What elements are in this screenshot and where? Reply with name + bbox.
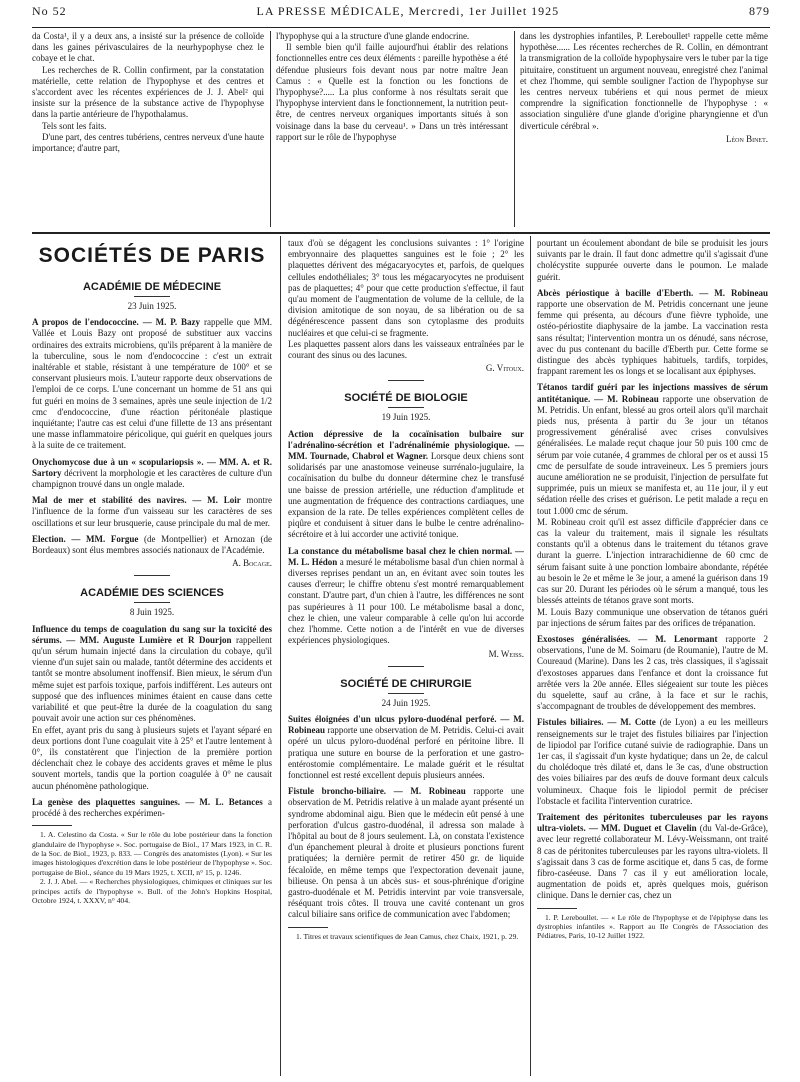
communication-text: rapporte 2 observations, l'une de M. Soimaru (de Roumanie), l'autre de M. Coureaud (Marine). Dans les 2 cas, très classiques, il s'agissait d'exostoses apparues dans l'enfance et dont la croissance fut arrêtée vers la 20e année. Elles siégeaient sur toute les pièces du squelette, sauf au crâne, à la face et sur le rachis, s'accompagnant de troubles de développement des membres. [537,633,768,712]
paragraph: dans les dystrophies infantiles, P. Lereboullet¹ rappelle cette même hypothèse...... Les récentes recherches de R. Collin, en démontrant la transmigration de la colloïde hypophysaire vers le tuber par la tige pituitaire, constituent un argument nouveau, enregistré chez l'animal et chez l'homme, qui semble souligner l'action de l'hypophyse sur les centres nerveux tubériens et qui nous permet de mieux comprendre la signification fonctionnelle de l'hypophyse : « association singulière d'une glande d'origine pharyngienne et d'un diverticule cérébral ». [520,31,768,131]
session-date: 23 Juin 1925. [127,301,177,311]
communication [288,786,524,920]
footnotes [537,913,768,941]
paragraph: Les recherches de R. Collin confirment, par la constatation matérielle, cette relation de l'hypophyse et des centres et s'accordent avec les récentes expériences de J. J. Abel² qui insiste sur la présence de la substance active de l'hypophyse dans la partie antérieure de l'hypothalamus. [32,64,264,120]
communication-text: décrivent la morphologie et les caractères de culture d'un champignon trouvé dans un ongle malade. [32,467,272,490]
communication-title: Fistule broncho-biliaire. — M. Robineau [288,786,466,797]
communication-title: Action dépressive de la cocaïnisation bulbaire sur l'adrénalino-sécrétion et l'adrénalinémie physiologique. — MM. Tournade, Chabrol et Wagner. [288,428,524,462]
paragraph: Il semble bien qu'il faille aujourd'hui établir des relations fonctionnelles entre ces deux éléments : pareille hypothèse a été défendue plusieurs fois devant nous par notre maître Jean Camus : « Quelle est la fonction ou les fonctions de l'hypophyse?..... La plus conforme à nos résultats serait que l'hypophyse intervient dans le fonctionnement, la nutrition peut-être, de centres nerveux organiques importants situés à son voisinage dans la base du cerveau¹. » Dans un très intéressant rapport sur le rôle de l'hypophyse [276,42,508,142]
communication-text: (de Montpellier) et Arnozan (de Bordeaux) sont élus membres associés nationaux de l'Académie. [32,533,272,556]
top-column-1 [32,31,264,229]
communication-title: Influence du temps de coagulation du sang sur la toxicité des sérums. — MM. Auguste Lumière et R Dourjon [32,623,272,645]
footnote: 2. J. J. Abel. — « Recherches physiologiques, chimiques et cliniques sur les principes actifs de l'hypophyse ». Bull. of the John's Hopkins Hospital, Octobre 1924, t. XXXV, n° 404. [32,877,272,905]
footnotes [288,932,524,941]
communication [32,317,272,451]
header-rule [32,27,770,28]
title-rule [134,602,170,603]
communication [32,624,272,792]
main-column-right [537,238,768,1074]
section-rule [32,232,770,234]
communication-title: A propos de l'endococcine. — M. P. Bazy [32,317,201,328]
communication-text: rapporte une observation de M. Petridis. Un enfant, blessé au gros orteil alors qu'il marchait pieds nus, présenta à partir du 3e jour un tétanos progressivement généralisé avec crises convulsives généralisées. Le malade reçut chaque jour 50 puis 100 cmc de sérum par voie cutanée, 4 grammes de chloral per os et aussi 15 cmc de persulfate de soude intraveineux. Les 5 premiers jours aucune amélioration ne se produisit, l'injection de persulfate fut supprimée, puis un mieux se manifesta et, au 11e jour, il y eut sédation réelle des crises et guérison. Le petit malade a reçu en tout 1.000 cmc de sérum. M. Robineau croit qu'il est assez difficile d'apprécier dans ce cas la valeur du traitement, mais il signale les résultats constants qu'il a obtenus dans le traitement du tétanos grave durant la guerre. L'injection intrarachidienne de 60 cmc de sérum faisant suite à une ponction lombaire abondante, répétée au besoin le 2e et même le 3e jour, a amené la guérison dans 19 cas sur 20. Durant les périodes où le sérum a manqué, tous les blessés atteints de tétanos grave sont morts. M. Louis Bazy communique une observation de tétanos guéri par injections de sérum faites par des orifices de trépanation. [537,393,768,628]
session-date: 19 Juin 1925. [381,412,431,423]
author-signature: Léon Binet. [726,133,768,144]
main-column-middle [288,238,524,1074]
end-rule [388,666,424,667]
column-divider [514,31,515,227]
communication-title: Election. — MM. Forgue [32,533,139,544]
session-date: 8 Juin 1925. [129,607,175,618]
communication [32,457,272,491]
communication [288,546,524,647]
end-rule [134,575,170,576]
reporter-signature: M. Weiss. [488,648,524,659]
paragraph: Tels sont les faits. [42,120,107,131]
top-column-2 [276,31,508,229]
communication [288,714,524,781]
footnote-rule [32,825,72,826]
communication-text: a procédé à des recherches expérimen- [32,796,272,818]
society-title: ACADÉMIE DE MÉDECINE [82,281,222,293]
communication-title: Tétanos tardif guéri par les injections massives de sérum antitétanique. — M. Robineau [537,382,768,404]
reporter-signature: G. Vitoux. [485,363,524,374]
communication [32,534,272,556]
issue-number: No 52 [32,4,67,18]
communication-title: Onychomycose due à un « scopulariopsis ». — MM. A. et R. Sartory [32,456,272,478]
communication-title: Traitement des péritonites tuberculeuses par les rayons ultra-violets. — MM. Duguet et Clavelin [537,811,768,834]
column-divider [530,236,531,1076]
communication-title: Exostoses généralisées. — M. Lenormant [537,633,718,644]
communication-text: Lorsque deux chiens sont solidarisés par une anastomose veineuse surrénalo-jugulaire, la cocaïnisation du bulbe du donneur détermine chez le transfusé une baisse de pression artérielle, une réduction d'amplitude et une augmentation de fréquence des contractions cardiaques, une expansion de la rate. De telles expériences complètent celles de piqûre et conduisent à situer dans le bulbe le centre adrénalino-sécrétoire et à lui accorder une activité tonique. [288,451,524,540]
communication [537,288,768,378]
footnote: 1. P. Lereboullet. — « Le rôle de l'hypophyse et de l'épiphyse dans les dystrophies infantiles ». Rapport au IIe Congrès de l'Association des Pédiatres, Paris, 10-12 Juillet 1922. [537,912,768,941]
footnotes [32,830,272,905]
communication [537,812,768,902]
communication [537,717,768,807]
footnote-rule [537,908,577,909]
communication-text: (de Lyon) a eu les meilleurs renseignements sur le trajet des fistules biliaires par l'injection de lipiodol par l'orifice cutané suivie de radiographie. Dans un 1er cas, il s'agissait d'un kyste hydatique; dans un 2e, de calcul du cholédoque très dilaté et, dans le 3e cas, d'une obstruction des voies biliaires par des œufs de douve formant deux calculs volumineux. Chaque fois le lipiodol permit de préciser l'obstacle et facilita l'intervention curatrice. [537,717,768,806]
section-title: SOCIÉTÉS DE PARIS [38,244,266,267]
society-title: SOCIÉTÉ DE BIOLOGIE [344,392,468,405]
session-date: 24 Juin 1925. [381,697,431,708]
column-divider [280,236,281,1076]
reporter-signature: A. Bocage. [232,558,272,569]
communication [537,382,768,628]
communication-text: rapporte une observation de M. Petridis concernant une jeune femme qui présenta, au décours d'une fièvre typhoïde, une ostéo-périostite diaphysaire de la jambe. La vaccination resta sans résultat; l'intervention montra un os dénudé, sans nécrose, avec du pus contenant du bacille d'Eberth pur. Cette forme se distingue des abcès typhiques habituels, tardifs, torpides, frappant rarement les os longs et se localisant aux épiphyses. [537,299,768,377]
title-rule [388,693,424,694]
communication-text: rapporte une observation de M. Petridis relative à un malade ayant présenté un syndrome abdominal aigu. Bien que le médecin eût pensé à une perforation d'ulcus gastro-duodénal, il adressa son malade à l'hôpital au bout de 8 jours seulement. Là, on constata l'existence d'un épanchement pleural à droite et plusieurs ponctions furent pratiquées; la dernière permit de retirer 450 gr. de liquide fécaloïde, en même temps que l'expectoration devenait jaune, bilieuse. On pensa à un abcès sus- et sous-phrénique d'origine gastro-duodénale et M. Petridis intervint par voie transversale, réséquant trois côtes. Il trouva une cavité contenant un gros calcul biliaire sans orifice de communication avec l'abdomen; [288,786,524,920]
top-column-3 [520,31,768,229]
communication-title: La constance du métabolisme basal chez le chien normal. — M. L. Hédon [288,545,524,567]
footnote-rule [288,927,328,928]
communication-title: Abcès périostique à bacille d'Eberth. — M. Robineau [537,287,768,298]
journal-title: LA PRESSE MÉDICALE, Mercredi, 1er Juillet 1925 [256,4,560,18]
end-rule [388,380,424,381]
paragraph: da Costa¹, il y a deux ans, a insisté sur la présence de colloïde dans les gaines périvasculaires de la neurhypophyse chez le cobaye et le chat. [32,31,264,64]
column-divider [270,31,271,227]
communication-text: rappellent qu'un sérum humain injecté dans la circulation du cobaye, qu'il vienne d'un sujet sain ou malade, tantôt détermine des accidents et tantôt se montre absolument inoffensif. Bien mieux, le sérum d'un même sujet est parfois toxique, parfois indifférent. Les auteurs ont supposé que des influences minimes étaient en cause dans cette variabilité et que peut-être la durée de la coagulation du sang pouvait avoir une action sur ces phénomènes. En effet, ayant pris du sang à plusieurs sujets et l'ayant séparé en deux portions dont l'une coagulait vite à 25° et l'autre lentement à 0°, ils constatèrent que l'injection de la première portion déclenchait chez le cobaye des accidents graves et même le plus souvent mortels, tandis que la portion coagulée à 0° ne causait aucun phénomène pathologique. [32,634,272,791]
footnote: 1. Titres et travaux scientifiques de Jean Camus, chez Chaix, 1921, p. 29. [296,931,519,941]
society-title: ACADÉMIE DES SCIENCES [80,587,224,600]
paragraph: l'hypophyse qui a la structure d'une glande endocrine. [276,31,470,41]
communication [32,797,272,819]
paragraph: taux d'où se dégagent les conclusions suivantes : 1° l'origine embryonnaire des plaquettes sanguines est le foie ; 2° les plaquettes dérivent des mégacaryocytes et, parfois, de quelques cellules endothéliales; 3° tous les mégacaryocytes ne produisent pas de plaquettes; 4° pour que cette production s'effectue, il faut qu'au moment de l'augmentation de volume de la cellule, de la division amitotique de son noyau, de sa libération ou de sa dégénérescence passent dans son cytoplasme des produits nucléaires et que celui-ci se fragmente. Les plaquettes passent alors dans les vaisseaux entraînées par le courant des sinus ou des lacunes. [288,238,524,361]
communication-text: a mesuré le métabolisme basal d'un chien normal à diverses reprises pendant un an, en évitant avec soin toutes les causes d'erreur; le chiffre obtenu s'est montré remarquablement constant. D'autre part, d'un chien à l'autre, les différences ne sont pas supérieures à 11 pour 100. Le métabolisme basal a donc, chez le chien, une valeur comparable à celle qu'on lui accorde chez l'homme. Cette notion a de l'intérêt en vue de diverses expériences physiologiques. [288,556,524,646]
communication-title: La genèse des plaquettes sanguines. — M. L. Betances [32,796,263,807]
title-rule [134,296,170,297]
title-rule [388,407,424,408]
page-number: 879 [749,4,770,18]
communication-text: rappelle que MM. Vallée et Louis Bazy ont proposé de substituer aux vaccins ordinaires des extraits microbiens, qu'ils préparent à la manière de la tuberculine, sous le nom d'endococcine : c'est un extrait inaltérable et stable, résistant à une température de 100° et se conservant plusieurs mois. L'auteur rapporte deux observations de l'emploi de ce corps. L'une concernant un homme de 51 ans qui fut guéri en moins de 3 semaines, après une seule injection de 1/2 cmc d'endococcine, d'une réaction péritonéale plastique inquiétante; l'autre cas est celui d'une fillette de 13 ans présentant une masse inflammatoire péricolique, qui guérit en quelques jours à la suite de ce traitement. [32,317,272,451]
paragraph: pourtant un écoulement abondant de bile se produisit les jours suivants par le drain. Il faut donc admettre qu'il s'agissait d'une cholécystite suppurée ouverte dans le poumon. Le malade guérit. [537,238,768,282]
communication-title: Suites éloignées d'un ulcus pyloro-duodénal perforé. — M. Robineau [288,713,524,736]
communication [32,495,272,529]
communication-text: (du Val-de-Grâce), avec leur regretté collaborateur M. Lévy-Weissmann, ont traité 8 cas de péritonites tuberculeuses par les rayons ultra-violets. Il s'agissait dans 3 cas de forme ascitique et, dans 5 cas, de forme fibro-caséeuse. Dans 7 cas il y eut amélioration locale, augmentation de poids et, après quelques mois, guérison clinique. Dans le dernier cas, chez un [537,823,768,901]
page-header [32,6,770,24]
communication [537,634,768,712]
footnote: 1. A. Celestino da Costa. « Sur le rôle du lobe postérieur dans la fonction glandulaire de l'hypophyse ». Soc. portugaise de Biol., 17 Mars 1923, in C. R. de la Soc. de Biol., 1923, p. 833. — Congrès des anatomistes (Lyon). « Sur les images histologiques d'excrétion dans le lobe postérieur de l'hypophyse ». Soc. portugaise de Biol., séance du 19 Mars 1925, t. XCII, n° 15, p. 1246. [32,830,272,877]
main-column-left [32,238,272,1074]
communication-title: Mal de mer et stabilité des navires. — M. Loir [32,495,241,506]
communication-text: rapporte une observation de M. Petridis. Celui-ci avait opéré un ulcus pyloro-duodénal perforé en péritoine libre. Il pratiqua une suture en bourse de la perforation et une gastro-entérostomie complémentaire. Le malade guérit et le résultat fonctionnel est resté excellent depuis plusieurs années. [288,725,524,780]
communication-title: Fistules biliaires. — M. Cotte [537,717,656,728]
society-title: SOCIÉTÉ DE CHIRURGIE [340,677,472,690]
communication-text: montre l'influence de la forme d'un vaisseau sur les caractères de ses oscillations et sur leur brusquerie, cause principale du mal de mer. [32,495,272,528]
communication [288,429,524,541]
paragraph: D'une part, des centres tubériens, centres nerveux d'une haute importance; d'autre part, [32,131,264,154]
